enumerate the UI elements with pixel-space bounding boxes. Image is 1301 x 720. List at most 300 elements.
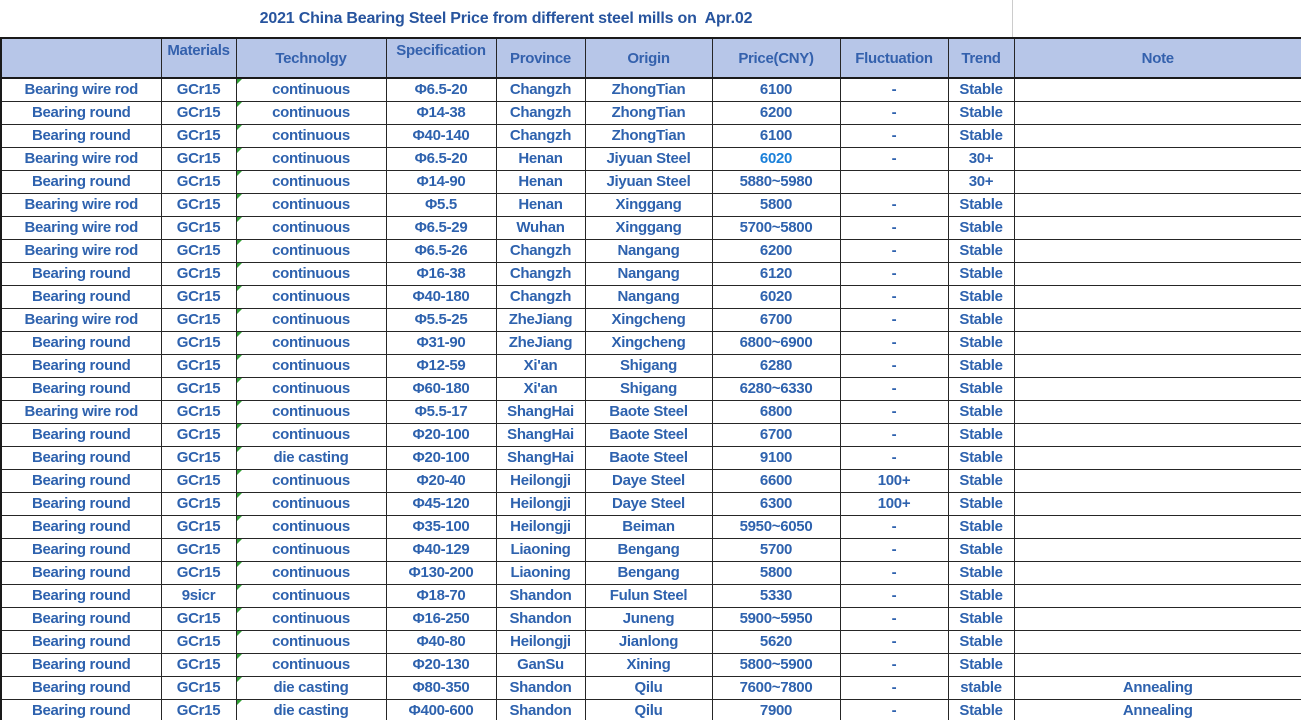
origin-cell[interactable]: Baote Steel (585, 423, 712, 446)
trend-cell[interactable]: Stable (948, 239, 1014, 262)
material-cell[interactable]: GCr15 (161, 515, 236, 538)
price-cell[interactable]: 5330 (712, 584, 840, 607)
trend-cell[interactable]: 30+ (948, 147, 1014, 170)
table-row (1, 630, 1301, 653)
table-row (1, 377, 1301, 400)
specification-cell[interactable]: Φ5.5-25 (386, 308, 496, 331)
material-cell[interactable]: GCr15 (161, 262, 236, 285)
fluctuation-cell[interactable]: - (840, 101, 948, 124)
price-cell[interactable]: 6280~6330 (712, 377, 840, 400)
province-cell[interactable]: Changzh (496, 78, 585, 101)
fluctuation-cell[interactable]: - (840, 607, 948, 630)
specification-cell[interactable]: Φ20-40 (386, 469, 496, 492)
product-cell[interactable]: Bearing round (1, 607, 161, 630)
price-cell[interactable]: 6600 (712, 469, 840, 492)
technology-cell[interactable]: continuous (236, 193, 386, 216)
province-cell[interactable]: ShangHai (496, 446, 585, 469)
fluctuation-cell[interactable]: - (840, 262, 948, 285)
note-cell[interactable] (1014, 193, 1301, 216)
specification-cell[interactable]: Φ20-100 (386, 446, 496, 469)
note-cell[interactable] (1014, 262, 1301, 285)
technology-cell[interactable]: continuous (236, 423, 386, 446)
specification-cell[interactable]: Φ130-200 (386, 561, 496, 584)
origin-cell[interactable]: Jianlong (585, 630, 712, 653)
header-fluctuation[interactable]: Fluctuation (840, 38, 948, 78)
trend-cell[interactable]: Stable (948, 469, 1014, 492)
product-cell[interactable]: Bearing wire rod (1, 78, 161, 101)
technology-cell[interactable]: continuous (236, 262, 386, 285)
specification-cell[interactable]: Φ20-100 (386, 423, 496, 446)
origin-cell[interactable]: Nangang (585, 285, 712, 308)
price-cell[interactable]: 6800 (712, 400, 840, 423)
province-cell[interactable]: Heilongji (496, 469, 585, 492)
technology-cell[interactable]: continuous (236, 239, 386, 262)
province-cell[interactable]: Wuhan (496, 216, 585, 239)
table-row (1, 699, 1301, 720)
province-cell[interactable]: Heilongji (496, 630, 585, 653)
material-cell[interactable]: GCr15 (161, 308, 236, 331)
table-row (1, 538, 1301, 561)
specification-cell[interactable]: Φ16-38 (386, 262, 496, 285)
trend-cell[interactable]: Stable (948, 308, 1014, 331)
origin-cell[interactable]: Beiman (585, 515, 712, 538)
specification-cell[interactable]: Φ6.5-29 (386, 216, 496, 239)
price-cell[interactable]: 6800~6900 (712, 331, 840, 354)
technology-cell[interactable]: die casting (236, 676, 386, 699)
product-cell[interactable]: Bearing wire rod (1, 216, 161, 239)
trend-cell[interactable]: Stable (948, 446, 1014, 469)
price-cell[interactable]: 7900 (712, 699, 840, 720)
province-cell[interactable]: GanSu (496, 653, 585, 676)
material-cell[interactable]: GCr15 (161, 147, 236, 170)
fluctuation-cell[interactable]: - (840, 377, 948, 400)
fluctuation-cell[interactable]: - (840, 423, 948, 446)
trend-cell[interactable]: Stable (948, 515, 1014, 538)
specification-cell[interactable]: Φ6.5-26 (386, 239, 496, 262)
trend-cell[interactable]: Stable (948, 630, 1014, 653)
product-cell[interactable]: Bearing round (1, 423, 161, 446)
product-cell[interactable]: Bearing round (1, 331, 161, 354)
price-cell[interactable]: 6700 (712, 308, 840, 331)
table-row (1, 308, 1301, 331)
specification-cell[interactable]: Φ31-90 (386, 331, 496, 354)
province-cell[interactable]: Henan (496, 147, 585, 170)
note-cell[interactable] (1014, 78, 1301, 101)
fluctuation-cell[interactable] (840, 170, 948, 193)
product-cell[interactable]: Bearing round (1, 584, 161, 607)
origin-cell[interactable]: ZhongTian (585, 78, 712, 101)
material-cell[interactable]: GCr15 (161, 285, 236, 308)
material-cell[interactable]: GCr15 (161, 676, 236, 699)
note-cell[interactable] (1014, 630, 1301, 653)
province-cell[interactable]: Shandon (496, 584, 585, 607)
price-cell[interactable]: 5620 (712, 630, 840, 653)
technology-cell[interactable]: continuous (236, 469, 386, 492)
fluctuation-cell[interactable]: - (840, 400, 948, 423)
technology-cell[interactable]: continuous (236, 584, 386, 607)
fluctuation-cell[interactable]: - (840, 676, 948, 699)
product-cell[interactable]: Bearing round (1, 630, 161, 653)
note-cell[interactable] (1014, 400, 1301, 423)
trend-cell[interactable]: 30+ (948, 170, 1014, 193)
material-cell[interactable]: GCr15 (161, 193, 236, 216)
province-cell[interactable]: ShangHai (496, 400, 585, 423)
origin-cell[interactable]: Jiyuan Steel (585, 147, 712, 170)
origin-cell[interactable]: Juneng (585, 607, 712, 630)
product-cell[interactable]: Bearing wire rod (1, 400, 161, 423)
note-cell[interactable] (1014, 124, 1301, 147)
product-cell[interactable]: Bearing round (1, 354, 161, 377)
price-cell[interactable]: 6280 (712, 354, 840, 377)
note-cell[interactable] (1014, 170, 1301, 193)
province-cell[interactable]: Heilongji (496, 515, 585, 538)
note-cell[interactable] (1014, 377, 1301, 400)
product-cell[interactable]: Bearing round (1, 653, 161, 676)
fluctuation-cell[interactable]: - (840, 78, 948, 101)
province-cell[interactable]: Shandon (496, 676, 585, 699)
origin-cell[interactable]: Bengang (585, 561, 712, 584)
specification-cell[interactable]: Φ16-250 (386, 607, 496, 630)
specification-cell[interactable]: Φ400-600 (386, 699, 496, 720)
origin-cell[interactable]: ZhongTian (585, 124, 712, 147)
province-cell[interactable]: Henan (496, 193, 585, 216)
trend-cell[interactable]: Stable (948, 78, 1014, 101)
origin-cell[interactable]: Shigang (585, 354, 712, 377)
header-technology[interactable]: Technolgy (236, 38, 386, 78)
trend-cell[interactable]: Stable (948, 699, 1014, 720)
technology-cell[interactable]: continuous (236, 492, 386, 515)
note-cell[interactable] (1014, 446, 1301, 469)
price-cell[interactable]: 6120 (712, 262, 840, 285)
technology-cell[interactable]: die casting (236, 699, 386, 720)
origin-cell[interactable]: Nangang (585, 239, 712, 262)
technology-cell[interactable]: continuous (236, 78, 386, 101)
trend-cell[interactable]: Stable (948, 653, 1014, 676)
product-cell[interactable]: Bearing round (1, 377, 161, 400)
material-cell[interactable]: GCr15 (161, 561, 236, 584)
fluctuation-cell[interactable]: - (840, 630, 948, 653)
note-cell[interactable] (1014, 354, 1301, 377)
technology-cell[interactable]: continuous (236, 101, 386, 124)
note-cell[interactable] (1014, 515, 1301, 538)
technology-cell[interactable]: continuous (236, 377, 386, 400)
trend-cell[interactable]: Stable (948, 607, 1014, 630)
price-cell[interactable]: 6200 (712, 101, 840, 124)
material-cell[interactable]: GCr15 (161, 400, 236, 423)
note-cell[interactable] (1014, 331, 1301, 354)
origin-cell[interactable]: Qilu (585, 699, 712, 720)
material-cell[interactable]: GCr15 (161, 699, 236, 720)
fluctuation-cell[interactable]: - (840, 216, 948, 239)
material-cell[interactable]: GCr15 (161, 446, 236, 469)
province-cell[interactable]: Heilongji (496, 492, 585, 515)
specification-cell[interactable]: Φ14-38 (386, 101, 496, 124)
technology-cell[interactable]: continuous (236, 331, 386, 354)
province-cell[interactable]: Changzh (496, 239, 585, 262)
trend-cell[interactable]: Stable (948, 400, 1014, 423)
trend-cell[interactable]: Stable (948, 492, 1014, 515)
specification-cell[interactable]: Φ60-180 (386, 377, 496, 400)
material-cell[interactable]: GCr15 (161, 538, 236, 561)
material-cell[interactable]: GCr15 (161, 377, 236, 400)
fluctuation-cell[interactable]: - (840, 538, 948, 561)
fluctuation-cell[interactable]: - (840, 446, 948, 469)
note-cell[interactable]: Annealing (1014, 676, 1301, 699)
product-cell[interactable]: Bearing round (1, 262, 161, 285)
note-cell[interactable] (1014, 285, 1301, 308)
trend-cell[interactable]: Stable (948, 561, 1014, 584)
product-cell[interactable]: Bearing round (1, 676, 161, 699)
price-cell[interactable]: 6100 (712, 124, 840, 147)
trend-cell[interactable]: Stable (948, 354, 1014, 377)
material-cell[interactable]: GCr15 (161, 331, 236, 354)
province-cell[interactable]: Liaoning (496, 561, 585, 584)
material-cell[interactable]: GCr15 (161, 239, 236, 262)
price-cell[interactable]: 9100 (712, 446, 840, 469)
trend-cell[interactable]: Stable (948, 538, 1014, 561)
trend-cell[interactable]: Stable (948, 423, 1014, 446)
province-cell[interactable]: Changzh (496, 101, 585, 124)
technology-cell[interactable]: continuous (236, 285, 386, 308)
product-cell[interactable]: Bearing round (1, 699, 161, 720)
province-cell[interactable]: Shandon (496, 699, 585, 720)
trend-cell[interactable]: Stable (948, 216, 1014, 239)
price-cell[interactable]: 6700 (712, 423, 840, 446)
material-cell[interactable]: GCr15 (161, 101, 236, 124)
fluctuation-cell[interactable]: 100+ (840, 492, 948, 515)
specification-cell[interactable]: Φ20-130 (386, 653, 496, 676)
note-cell[interactable] (1014, 239, 1301, 262)
price-cell[interactable]: 7600~7800 (712, 676, 840, 699)
note-cell[interactable] (1014, 492, 1301, 515)
specification-cell[interactable]: Φ80-350 (386, 676, 496, 699)
note-cell[interactable] (1014, 101, 1301, 124)
origin-cell[interactable]: Nangang (585, 262, 712, 285)
table-row (1, 262, 1301, 285)
header-specification[interactable]: Specification (386, 38, 496, 78)
price-cell[interactable]: 5800 (712, 193, 840, 216)
technology-cell[interactable]: continuous (236, 561, 386, 584)
table-row (1, 147, 1301, 170)
product-cell[interactable]: Bearing wire rod (1, 308, 161, 331)
material-cell[interactable]: GCr15 (161, 78, 236, 101)
province-cell[interactable]: Changzh (496, 285, 585, 308)
origin-cell[interactable]: Baote Steel (585, 446, 712, 469)
material-cell[interactable]: GCr15 (161, 423, 236, 446)
note-cell[interactable] (1014, 147, 1301, 170)
specification-cell[interactable]: Φ5.5 (386, 193, 496, 216)
specification-cell[interactable]: Φ40-180 (386, 285, 496, 308)
province-cell[interactable]: Changzh (496, 262, 585, 285)
province-cell[interactable]: ZheJiang (496, 331, 585, 354)
origin-cell[interactable]: ZhongTian (585, 101, 712, 124)
technology-cell[interactable]: continuous (236, 147, 386, 170)
header-province[interactable]: Province (496, 38, 585, 78)
note-cell[interactable] (1014, 469, 1301, 492)
material-cell[interactable]: GCr15 (161, 469, 236, 492)
material-cell[interactable]: GCr15 (161, 653, 236, 676)
price-cell[interactable]: 6200 (712, 239, 840, 262)
origin-cell[interactable]: Bengang (585, 538, 712, 561)
note-cell[interactable] (1014, 308, 1301, 331)
note-cell[interactable]: Annealing (1014, 699, 1301, 720)
technology-cell[interactable]: continuous (236, 216, 386, 239)
product-cell[interactable]: Bearing round (1, 469, 161, 492)
price-cell[interactable]: 6100 (712, 78, 840, 101)
fluctuation-cell[interactable]: - (840, 193, 948, 216)
material-cell[interactable]: GCr15 (161, 630, 236, 653)
specification-cell[interactable]: Φ35-100 (386, 515, 496, 538)
price-cell[interactable]: 5800~5900 (712, 653, 840, 676)
header-trend[interactable]: Trend (948, 38, 1014, 78)
specification-cell[interactable]: Φ14-90 (386, 170, 496, 193)
specification-cell[interactable]: Φ6.5-20 (386, 78, 496, 101)
province-cell[interactable]: ZheJiang (496, 308, 585, 331)
origin-cell[interactable]: Baote Steel (585, 400, 712, 423)
origin-cell[interactable]: Jiyuan Steel (585, 170, 712, 193)
fluctuation-cell[interactable]: - (840, 124, 948, 147)
fluctuation-cell[interactable]: - (840, 699, 948, 720)
specification-cell[interactable]: Φ45-120 (386, 492, 496, 515)
product-cell[interactable]: Bearing round (1, 515, 161, 538)
fluctuation-cell[interactable]: - (840, 561, 948, 584)
trend-cell[interactable]: Stable (948, 584, 1014, 607)
province-cell[interactable]: ShangHai (496, 423, 585, 446)
technology-cell[interactable]: continuous (236, 607, 386, 630)
product-cell[interactable]: Bearing wire rod (1, 147, 161, 170)
origin-cell[interactable]: Daye Steel (585, 469, 712, 492)
material-cell[interactable]: GCr15 (161, 216, 236, 239)
fluctuation-cell[interactable]: - (840, 308, 948, 331)
product-cell[interactable]: Bearing round (1, 538, 161, 561)
price-cell[interactable]: 6020 (712, 147, 840, 170)
product-cell[interactable]: Bearing round (1, 492, 161, 515)
price-cell[interactable]: 5950~6050 (712, 515, 840, 538)
trend-cell[interactable]: Stable (948, 193, 1014, 216)
origin-cell[interactable]: Xingcheng (585, 331, 712, 354)
header-origin[interactable]: Origin (585, 38, 712, 78)
fluctuation-cell[interactable]: - (840, 515, 948, 538)
origin-cell[interactable]: Fulun Steel (585, 584, 712, 607)
material-cell[interactable]: 9sicr (161, 584, 236, 607)
trend-cell[interactable]: stable (948, 676, 1014, 699)
trend-cell[interactable]: Stable (948, 377, 1014, 400)
material-cell[interactable]: GCr15 (161, 492, 236, 515)
material-cell[interactable]: GCr15 (161, 124, 236, 147)
note-cell[interactable] (1014, 584, 1301, 607)
fluctuation-cell[interactable]: - (840, 239, 948, 262)
table-row (1, 239, 1301, 262)
table-row (1, 584, 1301, 607)
trend-cell[interactable]: Stable (948, 101, 1014, 124)
material-cell[interactable]: GCr15 (161, 170, 236, 193)
specification-cell[interactable]: Φ40-140 (386, 124, 496, 147)
technology-cell[interactable]: continuous (236, 653, 386, 676)
product-cell[interactable]: Bearing round (1, 124, 161, 147)
origin-cell[interactable]: Xinggang (585, 193, 712, 216)
fluctuation-cell[interactable]: - (840, 285, 948, 308)
header-price[interactable]: Price(CNY) (712, 38, 840, 78)
origin-cell[interactable]: Xingcheng (585, 308, 712, 331)
fluctuation-cell[interactable]: - (840, 653, 948, 676)
technology-cell[interactable]: continuous (236, 354, 386, 377)
origin-cell[interactable]: Qilu (585, 676, 712, 699)
fluctuation-cell[interactable]: 100+ (840, 469, 948, 492)
technology-cell[interactable]: continuous (236, 400, 386, 423)
origin-cell[interactable]: Xinggang (585, 216, 712, 239)
product-cell[interactable]: Bearing round (1, 170, 161, 193)
note-cell[interactable] (1014, 216, 1301, 239)
origin-cell[interactable]: Daye Steel (585, 492, 712, 515)
technology-cell[interactable]: continuous (236, 515, 386, 538)
product-cell[interactable]: Bearing round (1, 446, 161, 469)
price-cell[interactable]: 6020 (712, 285, 840, 308)
technology-cell[interactable]: continuous (236, 170, 386, 193)
trend-cell[interactable]: Stable (948, 285, 1014, 308)
product-cell[interactable]: Bearing wire rod (1, 239, 161, 262)
fluctuation-cell[interactable]: - (840, 584, 948, 607)
price-cell[interactable]: 6300 (712, 492, 840, 515)
specification-cell[interactable]: Φ5.5-17 (386, 400, 496, 423)
note-cell[interactable] (1014, 561, 1301, 584)
material-cell[interactable]: GCr15 (161, 354, 236, 377)
specification-cell[interactable]: Φ18-70 (386, 584, 496, 607)
note-cell[interactable] (1014, 423, 1301, 446)
province-cell[interactable]: Liaoning (496, 538, 585, 561)
fluctuation-cell[interactable]: - (840, 147, 948, 170)
technology-cell[interactable]: continuous (236, 308, 386, 331)
province-cell[interactable]: Xi'an (496, 354, 585, 377)
trend-cell[interactable]: Stable (948, 124, 1014, 147)
specification-cell[interactable]: Φ40-129 (386, 538, 496, 561)
price-cell[interactable]: 5800 (712, 561, 840, 584)
trend-cell[interactable]: Stable (948, 262, 1014, 285)
origin-cell[interactable]: Xining (585, 653, 712, 676)
note-cell[interactable] (1014, 607, 1301, 630)
technology-cell[interactable]: die casting (236, 446, 386, 469)
product-cell[interactable]: Bearing round (1, 561, 161, 584)
trend-cell[interactable]: Stable (948, 331, 1014, 354)
note-cell[interactable] (1014, 538, 1301, 561)
province-cell[interactable]: Xi'an (496, 377, 585, 400)
header-materials[interactable]: Materials (161, 38, 236, 78)
price-cell[interactable]: 5700~5800 (712, 216, 840, 239)
specification-cell[interactable]: Φ12-59 (386, 354, 496, 377)
specification-cell[interactable]: Φ6.5-20 (386, 147, 496, 170)
price-cell[interactable]: 5880~5980 (712, 170, 840, 193)
note-cell[interactable] (1014, 653, 1301, 676)
product-cell[interactable]: Bearing round (1, 101, 161, 124)
technology-cell[interactable]: continuous (236, 538, 386, 561)
price-cell[interactable]: 5900~5950 (712, 607, 840, 630)
product-cell[interactable]: Bearing round (1, 285, 161, 308)
technology-cell[interactable]: continuous (236, 124, 386, 147)
province-cell[interactable]: Henan (496, 170, 585, 193)
specification-cell[interactable]: Φ40-80 (386, 630, 496, 653)
province-cell[interactable]: Shandon (496, 607, 585, 630)
price-cell[interactable]: 5700 (712, 538, 840, 561)
fluctuation-cell[interactable]: - (840, 354, 948, 377)
header-product[interactable] (1, 38, 161, 78)
product-cell[interactable]: Bearing wire rod (1, 193, 161, 216)
origin-cell[interactable]: Shigang (585, 377, 712, 400)
table-row (1, 331, 1301, 354)
header-note[interactable]: Note (1014, 38, 1301, 78)
technology-cell[interactable]: continuous (236, 630, 386, 653)
material-cell[interactable]: GCr15 (161, 607, 236, 630)
fluctuation-cell[interactable]: - (840, 331, 948, 354)
province-cell[interactable]: Changzh (496, 124, 585, 147)
